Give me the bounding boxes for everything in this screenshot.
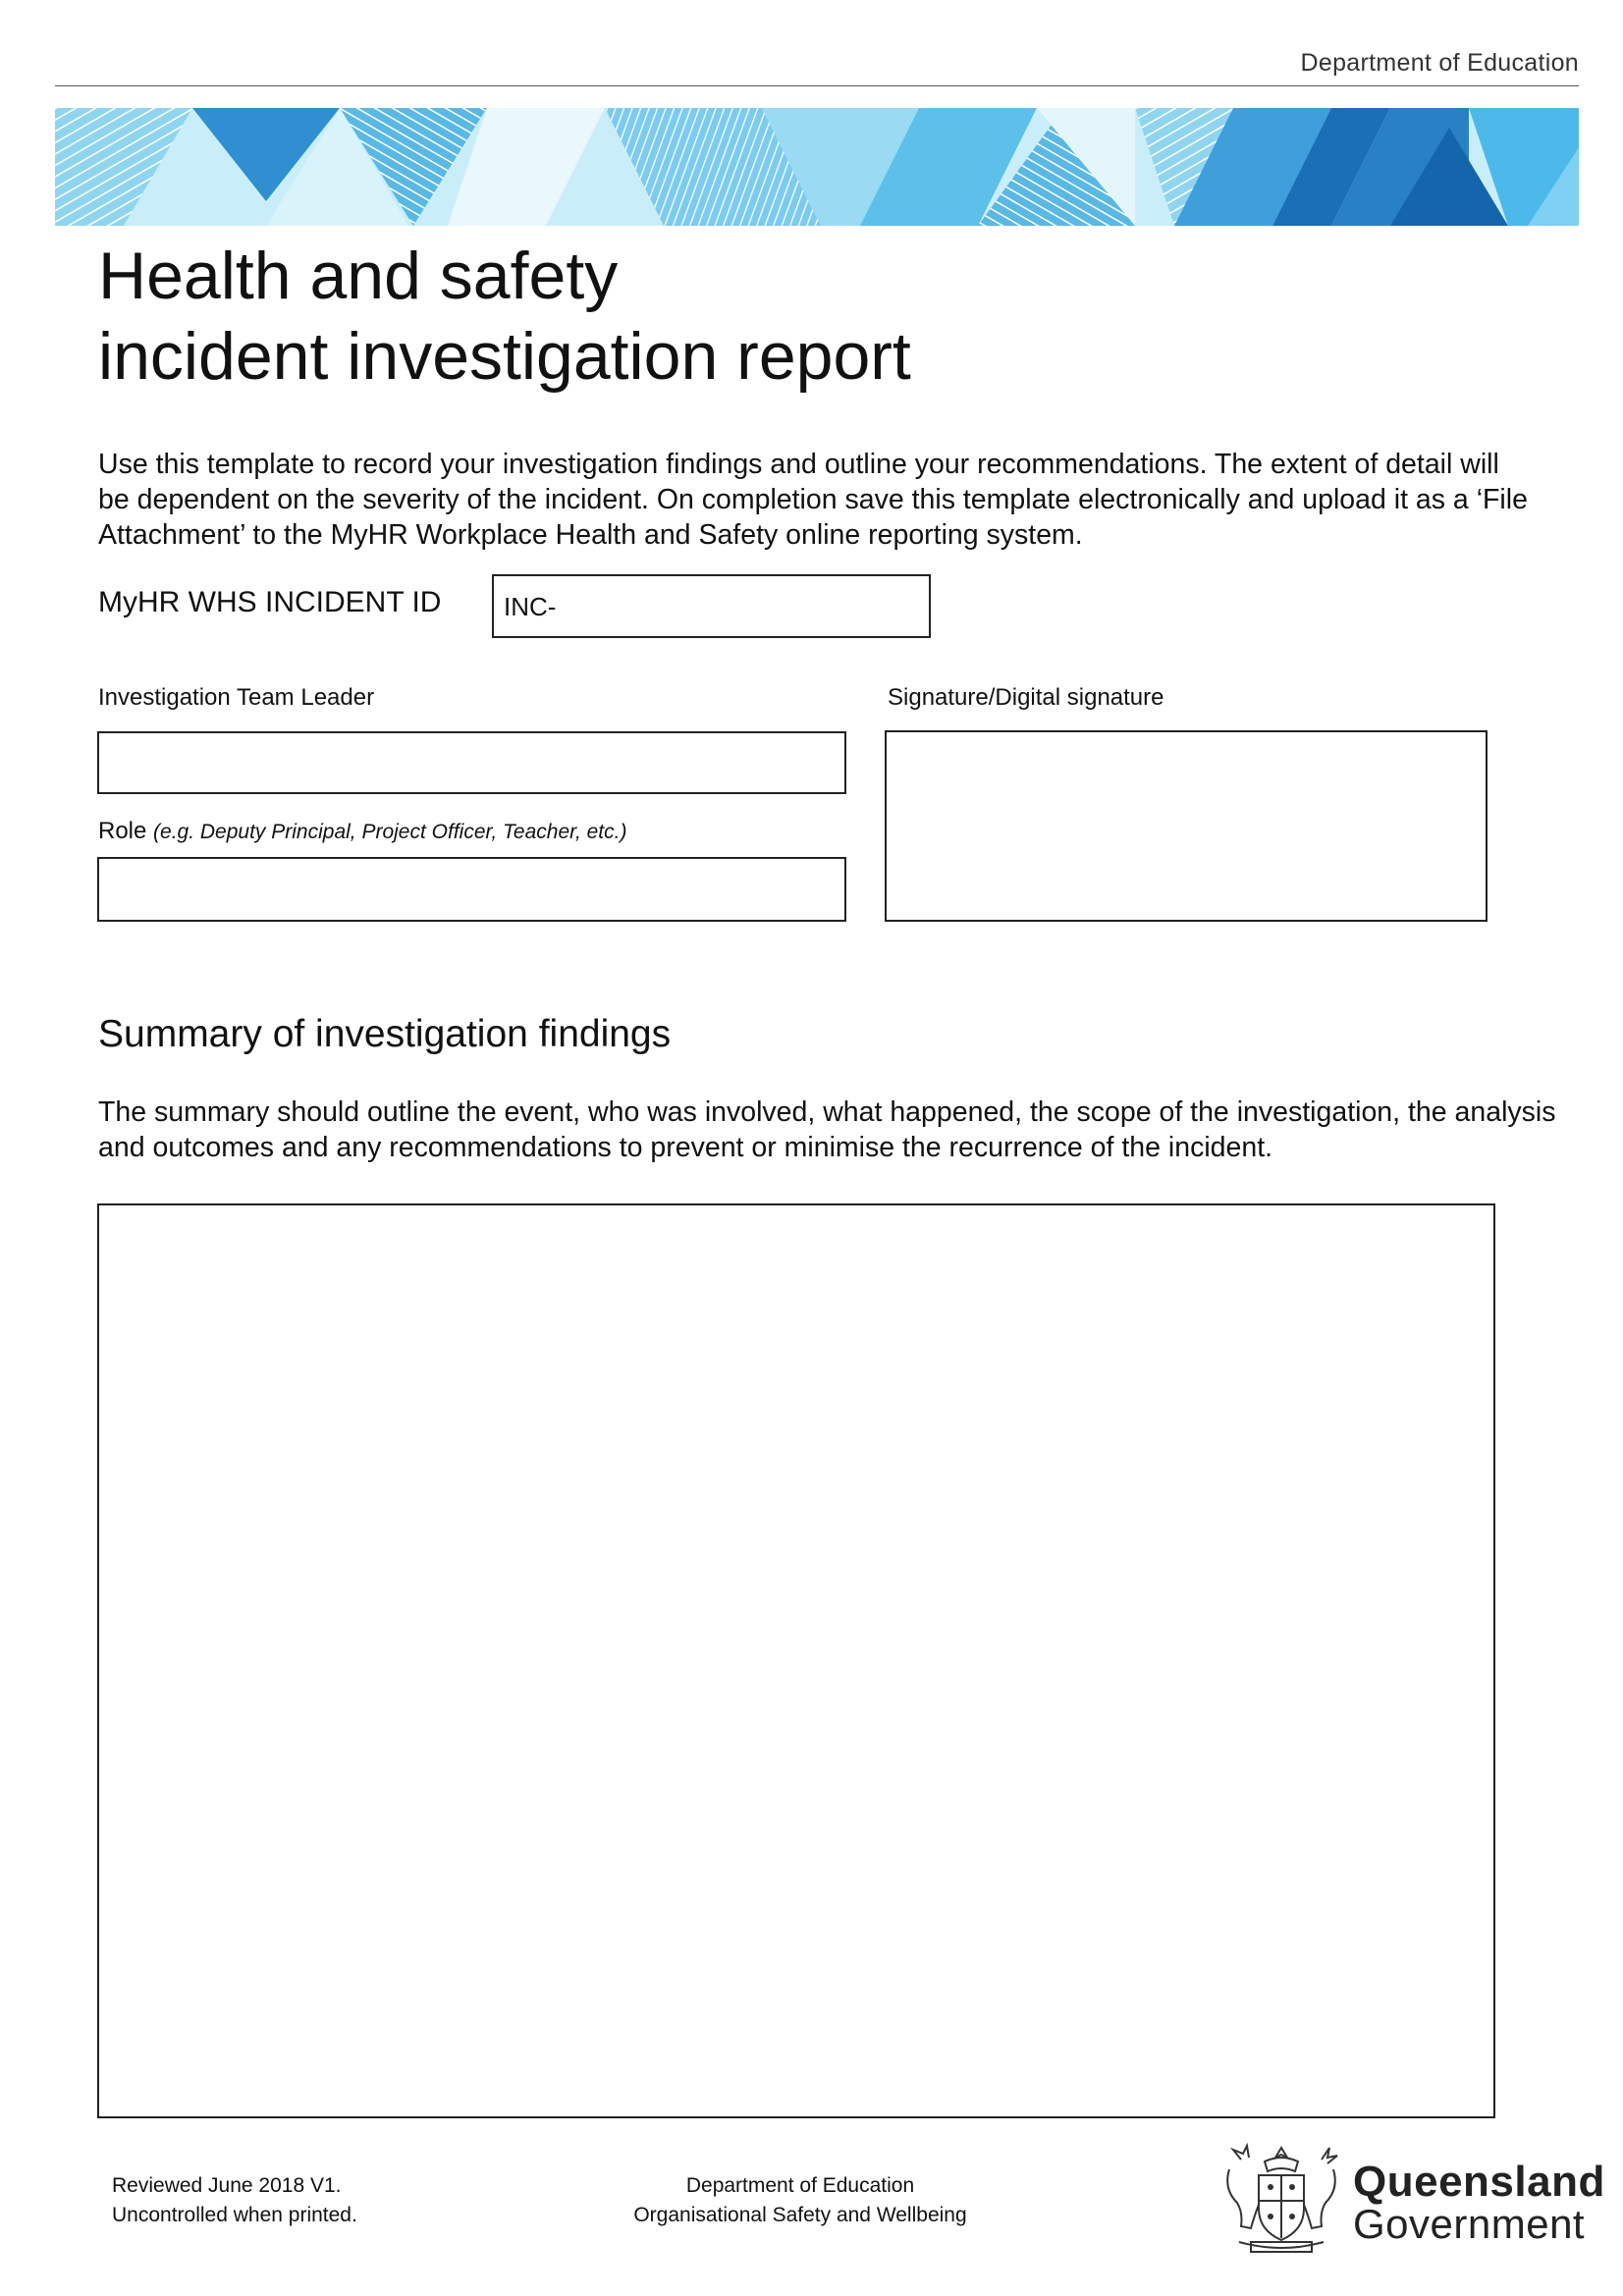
incident-id-prefix: INC- [504,592,557,621]
incident-id-field[interactable] [492,574,931,638]
department-header [55,47,1579,86]
intro-paragraph: Use this template to record your investigation findings and outline your recommendations. The extent of detail will be dependent on the severity of the incident. On completion save this template electronically and upload it as a ‘File Attachment’ to the MyHR Workplace Health and Safety online reporting system. [98,449,1528,551]
header-department-name: Department of Education [1300,49,1579,77]
role-input[interactable] [99,859,844,920]
role-label-group [98,818,626,845]
footer-department: Department of Education [685,2174,915,2197]
footer-reviewed: Reviewed June 2018 V1. [112,2174,342,2197]
role-field[interactable] [97,857,846,922]
incident-id-input[interactable] [563,584,916,627]
footer-review-info [112,2171,357,2230]
role-hint: (e.g. Deputy Principal, Project Officer, Teacher, etc.) [153,821,627,843]
queensland-crest-icon [1217,2140,1345,2258]
queensland-government-logo [1217,2140,1605,2258]
role-label: Role [98,818,147,844]
summary-field[interactable] [97,1203,1495,2118]
footer-uncontrolled: Uncontrolled when printed. [112,2204,357,2226]
document-title [98,236,911,397]
signature-label: Signature/Digital signature [888,684,1164,711]
decorative-banner [55,108,1579,226]
summary-heading: Summary of investigation findings [98,1013,672,1055]
logo-word-queensland: Queensland [1353,2158,1605,2206]
team-leader-label: Investigation Team Leader [98,684,375,711]
signature-field[interactable] [885,730,1488,922]
team-leader-input[interactable] [99,733,844,792]
summary-description: The summary should outline the event, who was involved, what happened, the scope of the investigation, the analysis and outcomes and any recommendations to prevent or minimise the recurrence of the incident. [98,1096,1556,1163]
triangle-pattern-icon [55,108,1579,226]
title-line-2: incident investigation report [98,319,911,394]
logo-word-government: Government [1353,2201,1586,2247]
footer-unit: Organisational Safety and Wellbeing [633,2204,967,2226]
footer-department-info [550,2171,1051,2230]
team-leader-field[interactable] [97,731,846,794]
title-line-1: Health and safety [98,239,619,313]
incident-id-label: MyHR WHS INCIDENT ID [98,586,442,618]
summary-textarea[interactable] [99,1205,1493,2116]
